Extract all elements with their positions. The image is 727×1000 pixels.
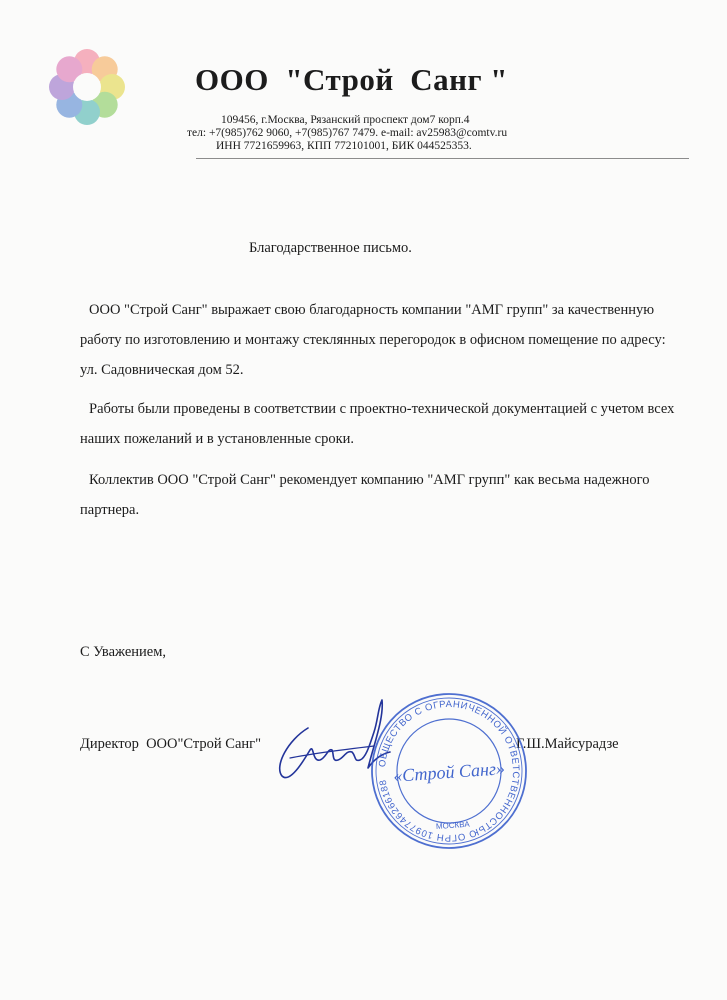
director-name: Г.Ш.Майсурадзе [516, 736, 619, 752]
letter-paragraph-1 [80, 295, 686, 385]
company-contacts: тел: +7(985)762 9060, +7(985)767 7479. e-mail: av25983@comtv.ru [187, 127, 508, 139]
svg-text:ОБЩЕСТВО С ОГРАНИЧЕННОЙ ОТВЕТС: ОБЩЕСТВО С ОГРАНИЧЕННОЙ ОТВЕТСТВЕННОСТЬЮ ОГРН 1097746266188 [377, 698, 522, 844]
header-divider [196, 158, 689, 159]
paragraph-1-line-1: ООО "Строй Санг" выражает свою благодарность компании "АМГ групп" за качественную [89, 302, 655, 318]
director-title: Директор ООО"Строй Санг" [80, 736, 262, 752]
letter-paragraph-3: Коллектив ООО "Строй Санг" рекомендует компанию "АМГ групп" как весьма надежного партнера. [80, 472, 650, 518]
company-name: ООО "Строй Санг " [195, 62, 509, 97]
svg-text:«Строй Санг»: «Строй Санг» [392, 758, 506, 786]
regards-line: С Уважением, [80, 644, 167, 660]
paragraph-1-rest: работу по изготовлению и монтажу стеклянных перегородок в офисном помещение по адресу: ул. Садовническая дом 52. [80, 332, 666, 378]
letter-title: Благодарственное письмо. [249, 240, 412, 256]
company-address: 109456, г.Москва, Рязанский проспект дом7 корп.4 [221, 114, 470, 126]
letter-paragraph-2: Работы были проведены в соответствии с проектно-технической документацией с учетом всех наших пожеланий и в установленные сроки. [80, 401, 675, 447]
flower-logo-icon [44, 44, 130, 130]
company-stamp [363, 685, 536, 858]
company-requisites: ИНН 7721659963, КПП 772101001, БИК 044525353. [216, 140, 472, 152]
svg-text:МОСКВА: МОСКВА [435, 819, 470, 832]
